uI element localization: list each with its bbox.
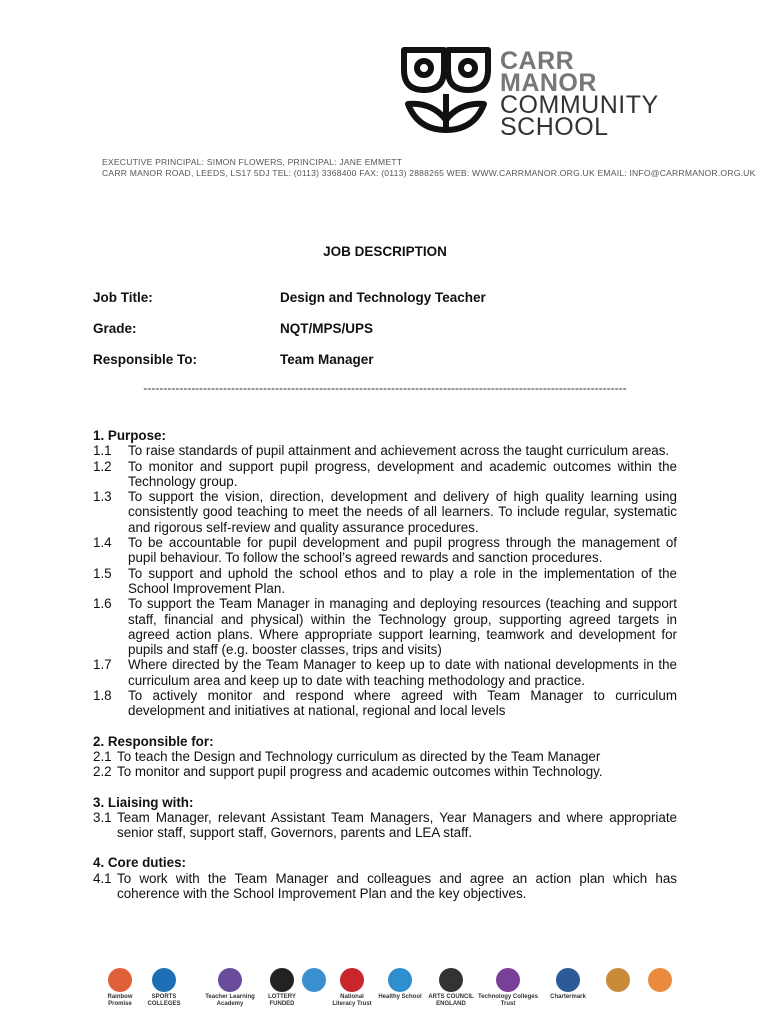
logo-line-manor: MANOR [500,69,597,97]
item-text: To monitor and support pupil progress, development and academic outcomes within the Technology group. [128,458,677,489]
accreditation-badge [478,968,538,1014]
list-item [93,764,677,779]
list-item [93,657,677,688]
list-item [93,443,677,458]
list-item [93,810,677,841]
meta-label: Grade: [93,321,137,336]
item-number: 1.1 [93,443,112,459]
contact-block [102,157,756,179]
item-number: 2.2 [93,764,112,780]
meta-value: Design and Technology Teacher [280,290,486,305]
meta-row-grade [93,321,373,336]
accreditation-badge [376,968,424,1014]
contact-principals: EXECUTIVE PRINCIPAL: SIMON FLOWERS, PRINCIPAL: JANE EMMETT [102,157,403,167]
contact-address: CARR MANOR ROAD, LEEDS, LS17 5DJ TEL: (0113) 3368400 FAX: (0113) 2888265 WEB: WWW.CARRMANOR.ORG.UK EMAIL: INFO@CARRMANOR.ORG.UK [102,168,756,178]
list-item [93,688,677,719]
badge-logo-icon [218,968,242,992]
item-number: 1.8 [93,688,112,704]
list-item [93,535,677,566]
badge-logo-icon [340,968,364,992]
badge-label: Technology Colleges Trust [478,994,538,1007]
badge-label: Chartermark [550,994,586,1000]
item-number: 4.1 [93,870,112,886]
item-text: To be accountable for pupil development and pupil progress through the management of pupil behaviour. To follow the school’s agreed rewards and sanction procedures. [128,535,677,566]
item-number: 1.5 [93,565,112,581]
badge-label: National Literacy Trust [332,994,372,1007]
accreditation-badge [332,968,372,1014]
section-heading: 2. Responsible for: [93,733,214,749]
meta-label: Job Title: [93,290,153,305]
item-text: To monitor and support pupil progress and academic outcomes within Technology. [117,764,603,780]
document-title: JOB DESCRIPTION [323,244,447,259]
item-text: To raise standards of pupil attainment and achievement across the taught curriculum areas. [128,443,670,459]
meta-label: Responsible To: [93,352,198,367]
item-number: 1.6 [93,596,112,612]
item-number: 3.1 [93,809,112,825]
accreditation-logos-row [100,968,680,1018]
badge-logo-icon [302,968,326,992]
list-item [93,749,677,764]
badge-label: SPORTS COLLEGES [147,994,181,1007]
list-item [93,871,677,902]
meta-value: NQT/MPS/UPS [280,321,374,336]
badge-logo-icon [496,968,520,992]
accreditation-badge [540,968,596,1014]
accreditation-badge [296,968,332,1014]
accreditation-badge [428,968,474,1014]
meta-row-responsible-to [93,352,374,367]
badge-logo-icon [270,968,294,992]
logo-line-carr: CARR [500,47,575,75]
list-item [93,596,677,657]
section-liaising-with [93,795,677,841]
list-item [93,489,677,535]
dashed-divider: ------------------------------------------------------------------------------------------------------------------------- [143,381,627,395]
list-item [93,459,677,490]
section-responsible-for [93,734,677,780]
item-text: To support the vision, direction, development and delivery of high quality learning using consistently good teaching to meet the needs of all learners. To include regular, systematic and rigorous self-review and quality assurance procedures. [128,489,677,535]
section-heading: 1. Purpose: [93,428,166,443]
badge-label: Teacher Learning Academy [205,994,255,1007]
accreditation-badge [600,968,636,1014]
item-text: To support and uphold the school ethos and to play a role in the implementation of the School Improvement Plan. [128,565,677,596]
section-heading: 4. Core duties: [93,855,187,871]
item-text: Team Manager, relevant Assistant Team Managers, Year Managers and where appropriate senior staff, support staff, Governors, parents and LEA staff. [117,809,677,841]
document-body [93,428,677,916]
item-number: 1.4 [93,535,112,551]
logo-line-community: COMMUNITY [500,91,659,119]
item-text: To teach the Design and Technology curriculum as directed by the Team Manager [117,748,601,764]
badge-logo-icon [606,968,630,992]
school-logo-icon [398,44,494,136]
badge-logo-icon [439,968,463,992]
item-number: 1.3 [93,489,112,505]
section-heading: 3. Liaising with: [93,794,194,810]
item-text: To support the Team Manager in managing and deploying resources (teaching and support staff, financial and physical) within the Technology group, supporting agreed targets in agreed action plans. Where appropriate support learning, teamwork and development for pupils and staff (e.g. booster classes, trips and visits) [128,596,677,658]
logo-line-school: SCHOOL [500,113,609,141]
badge-label: LOTTERY FUNDED [268,994,296,1007]
item-text: To actively monitor and respond where agreed with Team Manager to curriculum development and initiatives at national, regional and local levels [128,688,677,719]
badge-logo-icon [556,968,580,992]
badge-label: Healthy School [378,994,422,1000]
badge-logo-icon [388,968,412,992]
item-number: 1.2 [93,458,112,474]
item-text: To work with the Team Manager and colleagues and agree an action plan which has coherence with the School Improvement Plan and the key objectives. [117,870,677,902]
accreditation-badge [100,968,140,1014]
meta-value: Team Manager [280,352,374,367]
section-core-duties [93,855,677,901]
item-number: 2.1 [93,748,112,764]
list-item [93,566,677,597]
badge-label: Rainbow Promise [107,994,133,1007]
item-text: Where directed by the Team Manager to keep up to date with national developments in the curriculum area and keep up to date with teaching methodology and practice. [128,657,677,688]
badge-label: ARTS COUNCIL ENGLAND [428,994,474,1007]
accreditation-badge [640,968,680,1014]
accreditation-badge [144,968,184,1014]
badge-logo-icon [152,968,176,992]
meta-row-job-title [93,290,486,305]
school-logo-text [500,47,659,141]
badge-logo-icon [648,968,672,992]
badge-logo-icon [108,968,132,992]
accreditation-badge [200,968,260,1014]
item-number: 1.7 [93,657,112,673]
section-purpose [93,428,677,719]
